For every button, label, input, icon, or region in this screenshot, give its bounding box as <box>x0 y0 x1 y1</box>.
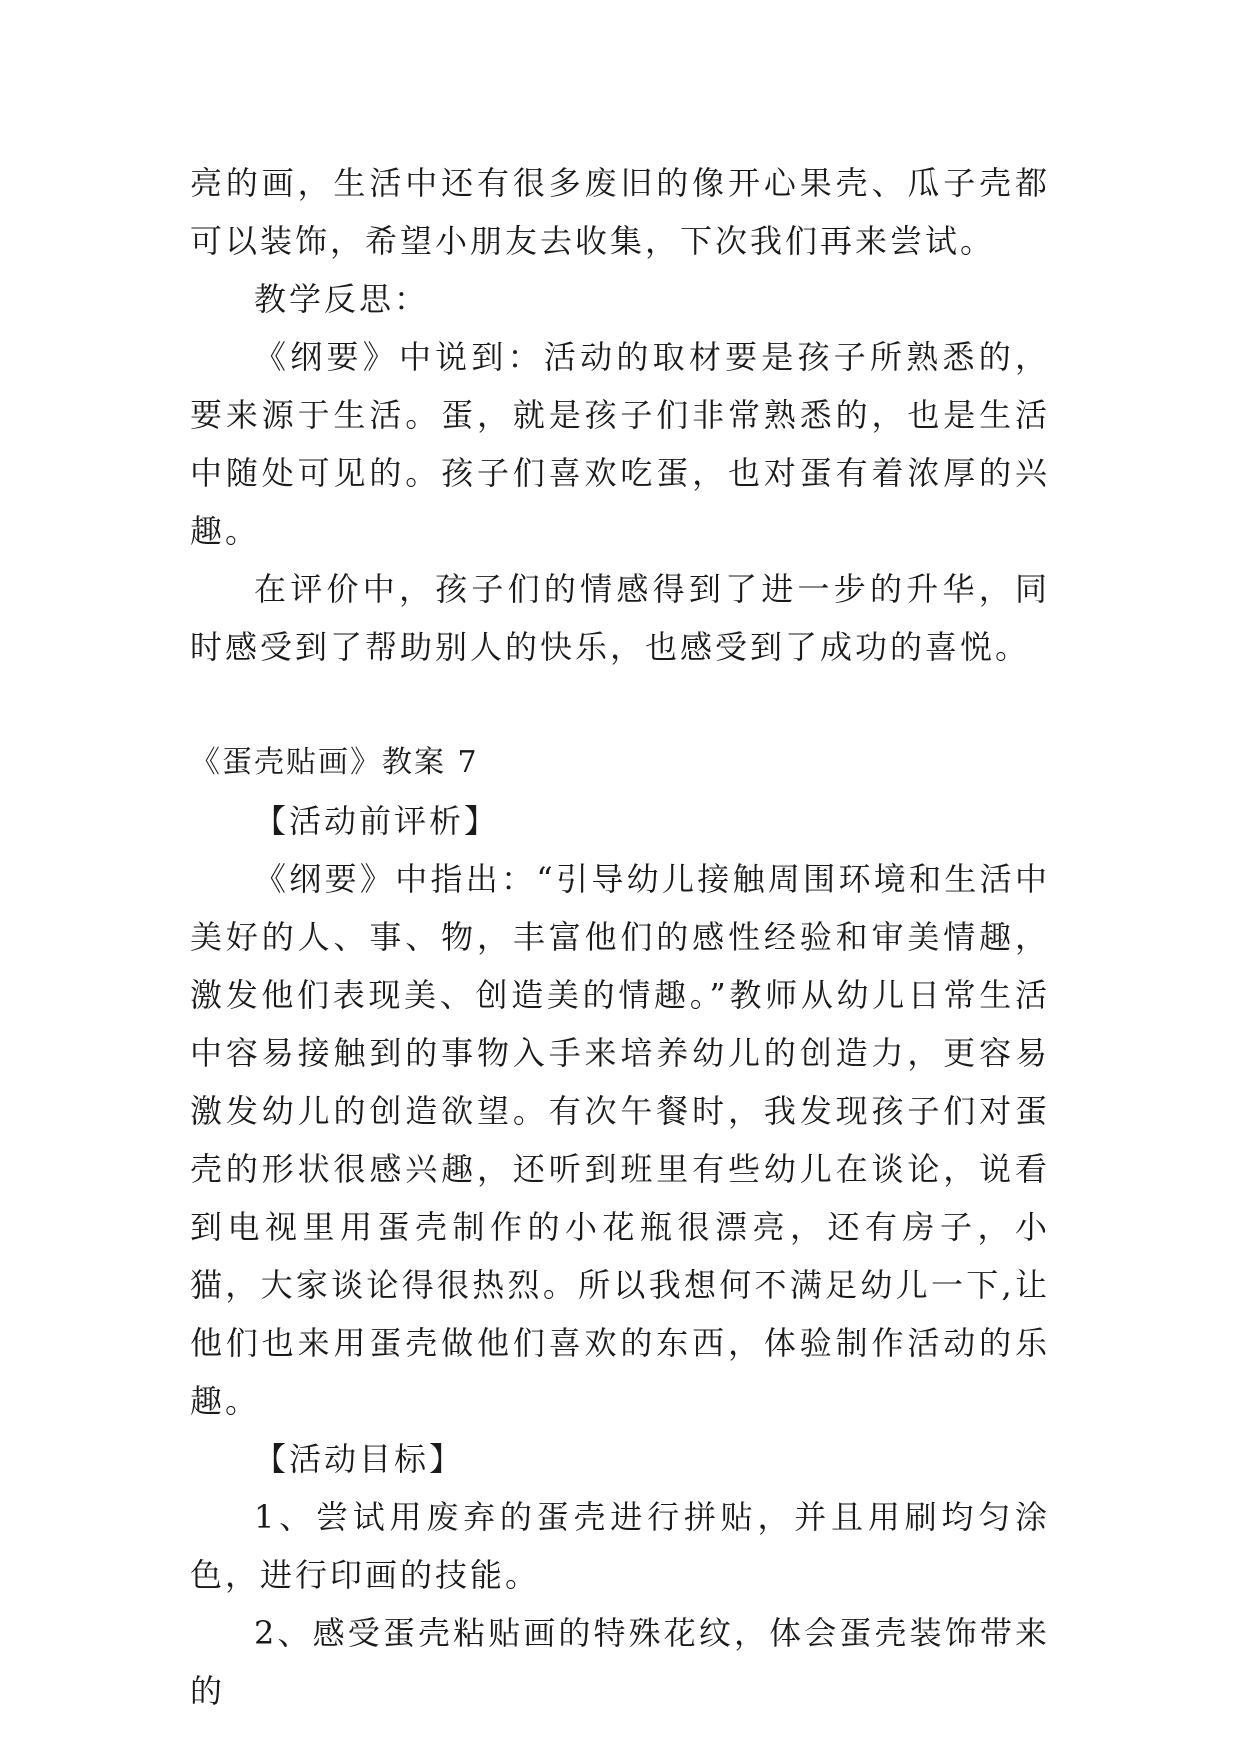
goal-item-2: 2、感受蛋壳粘贴画的特殊花纹，体会蛋壳装饰带来的 <box>190 1614 1050 1710</box>
paragraph-6: 《纲要》中指出：“引导幼儿接触周围环境和生活中美好的人、事、物，丰富他们的感性经验和审美情趣，激发他们表现美、创造美的情趣。”教师从幼儿日常生活中容易接触到的事物入手来培养幼儿的创造力，更容易激发幼儿的创造欲望。有次午餐时，我发现孩子们对蛋壳的形状很感兴趣，还听到班里有些幼儿在谈论，说看到电视里用蛋壳制作的小花瓶很漂亮，还有房子，小猫，大家谈论得很热烈。所以我想何不满足幼儿一下,让他们也来用蛋壳做他们喜欢的东西，体验制作活动的乐趣。 <box>190 860 1050 1420</box>
paragraph-3: 《纲要》中说到：活动的取材要是孩子所熟悉的，要来源于生活。蛋，就是孩子们非常熟悉的，也是生活中随处可见的。孩子们喜欢吃蛋，也对蛋有着浓厚的兴趣。 <box>190 338 1050 550</box>
paragraph-4: 在评价中，孩子们的情感得到了进一步的升华，同时感受到了帮助别人的快乐，也感受到了成功的喜悦。 <box>190 570 1050 666</box>
document-body <box>190 154 1050 1720</box>
section-goals-heading: 【活动目标】 <box>254 1440 465 1478</box>
lesson-title: 《蛋壳贴画》教案 7 <box>190 745 479 780</box>
goal-item-1: 1、尝试用废弃的蛋壳进行拼贴，并且用刷均匀涂色，进行印画的技能。 <box>190 1498 1050 1594</box>
paragraph-1: 亮的画，生活中还有很多废旧的像开心果壳、瓜子壳都可以装饰，希望小朋友去收集，下次我们再来尝试。 <box>190 164 1050 260</box>
section-analysis-heading: 【活动前评析】 <box>254 802 500 840</box>
reflection-heading: 教学反思： <box>254 280 430 318</box>
